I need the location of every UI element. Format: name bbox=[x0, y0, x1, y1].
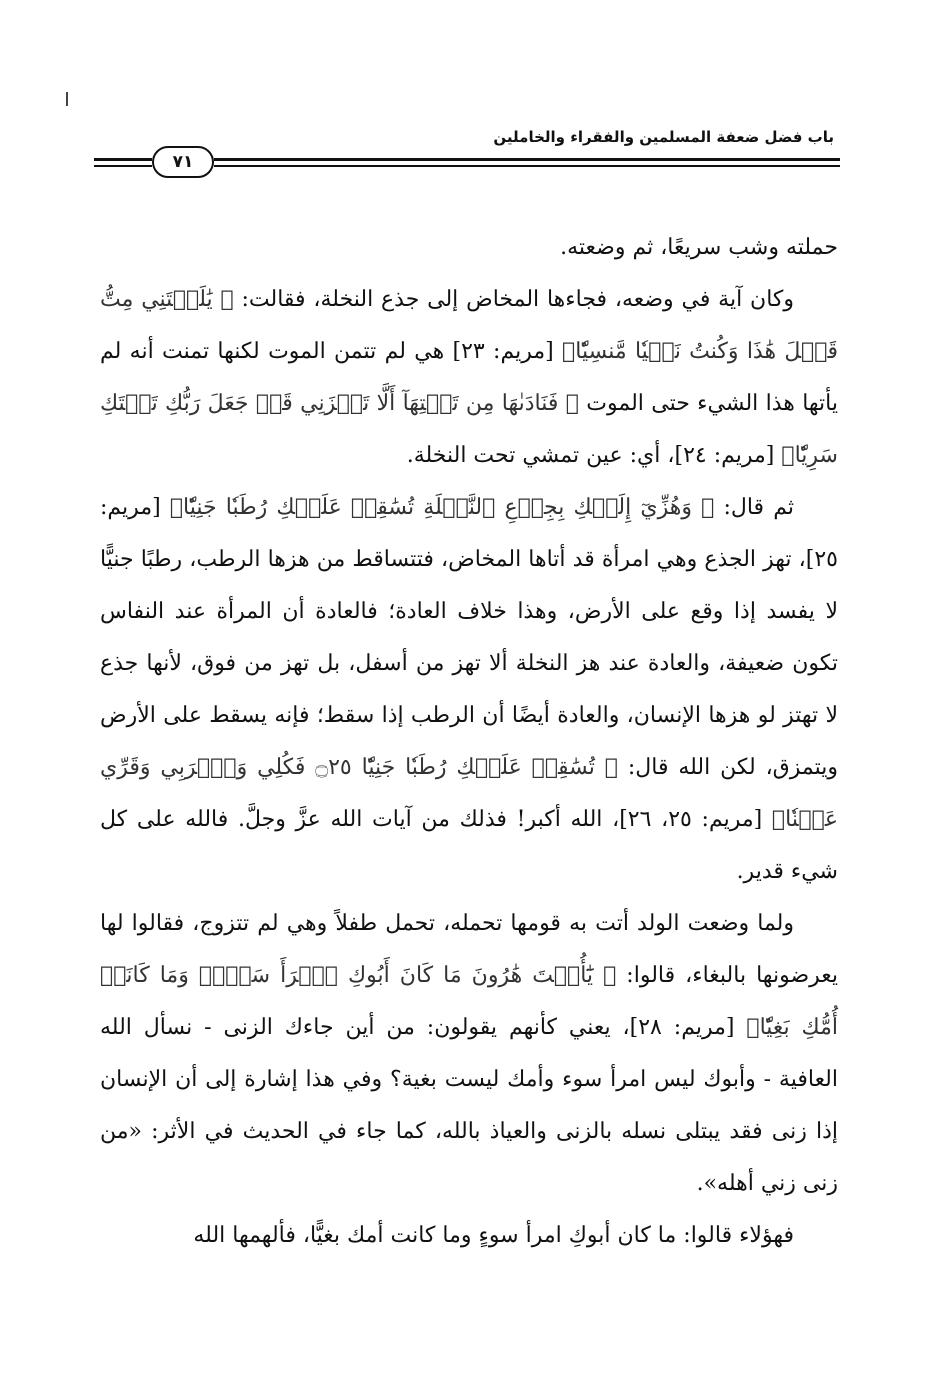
chapter-title: باب فضل ضعفة المسلمين والفقراء والخاملين bbox=[493, 128, 834, 146]
paragraph-4-text-1: ولما وضعت الولد أتت به قومها تحمله، تحمل طفلاً وهي لم تتزوج، فقالوا لها يعرضونها بالبغاء، قالوا: bbox=[100, 911, 838, 988]
quran-verse-maryam-25: ﴿ وَهُزِّيٓ إِلَيۡكِ بِجِذۡعِ ٱلنَّخۡلَةِ تُسَٰقِطۡ عَلَيۡكِ رُطَبٗا جَنِيّٗا﴾ bbox=[169, 495, 715, 520]
paragraph-5: فهؤلاء قالوا: ما كان أبوكِ امرأ سوءٍ وما كانت أمك بغيًّا، فألهمها الله bbox=[193, 1223, 794, 1248]
header-rule-left bbox=[94, 158, 152, 167]
paragraph-2 bbox=[100, 274, 838, 482]
paragraph-3-text-1: ثم قال: bbox=[714, 495, 794, 520]
paragraph-3 bbox=[100, 482, 838, 898]
paragraph-4-text-2: [مريم: ٢٨]، يعني كأنهم يقولون: من أين جاءك الزنى - نسأل الله العافية - وأبوك ليس امرأ سوء وأمك ليست بغية؟ وفي هذا إشارة إلى أن الإنسان إذا زنى فقد يبتلى نسله بالزنى والعياذ بالله، كما جاء في الحديث في الأثر: «من زنى زني أهله». bbox=[100, 1015, 838, 1196]
paragraph-3-text-2: [مريم: ٢٥]، تهز الجذع وهي امرأة قد أتاها المخاض، فتتساقط من هزها الرطب، رطبًا جنيًّا لا يفسد إذا وقع على الأرض، وهذا خلاف العادة؛ فالعادة أن المرأة عند النفاس تكون ضعيفة، والعادة عند هز النخلة ألا تهز من أسفل، بل تهز من فوق، لأنها جذع لا تهتز لو هزها الإنسان، والعادة أيضًا أن الرطب إذا سقط؛ فإنه يسقط على الأرض ويتمزق، لكن الله قال: bbox=[100, 495, 838, 780]
page-number: ٧١ bbox=[152, 146, 214, 178]
paragraph-4 bbox=[100, 898, 838, 1210]
quran-verse-maryam-24: ﴿ فَنَادَىٰهَا مِن تَحۡتِهَآ أَلَّا تَحۡزَنِي قَدۡ جَعَلَ رَبُّكِ تَحۡتَكِ سَرِيّٗا﴾ bbox=[100, 391, 838, 468]
paragraph-2-text-2: [مريم: ٢٣] هي لم تتمن الموت لكنها تمنت أنه لم يأتها هذا الشيء حتى الموت bbox=[100, 339, 838, 416]
quran-verse-maryam-25-26: ﴿ تُسَٰقِطۡ عَلَيۡكِ رُطَبٗا جَنِيّٗا ۝٢٥ فَكُلِي وَٱشۡرَبِي وَقَرِّي عَيۡنٗا﴾ bbox=[100, 755, 838, 832]
paragraph-2-text-1: وكان آية في وضعه، فجاءها المخاض إلى جذع النخلة، فقالت: bbox=[233, 287, 794, 312]
quran-verse-maryam-23: ﴿ يَٰلَيۡتَنِي مِتُّ قَبۡلَ هَٰذَا وَكُنتُ نَسۡيٗا مَّنسِيّٗا﴾ bbox=[100, 287, 838, 364]
paragraph-2-text-3: [مريم: ٢٤]، أي: عين تمشي تحت النخلة. bbox=[406, 443, 782, 468]
header-rule-right bbox=[214, 158, 840, 167]
quran-verse-maryam-28: ﴿ يَٰٓأُخۡتَ هَٰرُونَ مَا كَانَ أَبُوكِ ٱمۡرَأَ سَوۡءٖ وَمَا كَانَتۡ أُمُّكِ بَغِيّٗا﴾ bbox=[100, 963, 838, 1040]
paragraph-1: حملته وشب سريعًا، ثم وضعته. bbox=[560, 235, 838, 260]
paragraph-3-text-3: [مريم: ٢٥، ٢٦]، الله أكبر! فذلك من آيات الله عزَّ وجلَّ. فالله على كل شيء قدير. bbox=[100, 807, 838, 884]
page-edge-mark bbox=[66, 92, 68, 106]
page-body bbox=[100, 222, 838, 1262]
